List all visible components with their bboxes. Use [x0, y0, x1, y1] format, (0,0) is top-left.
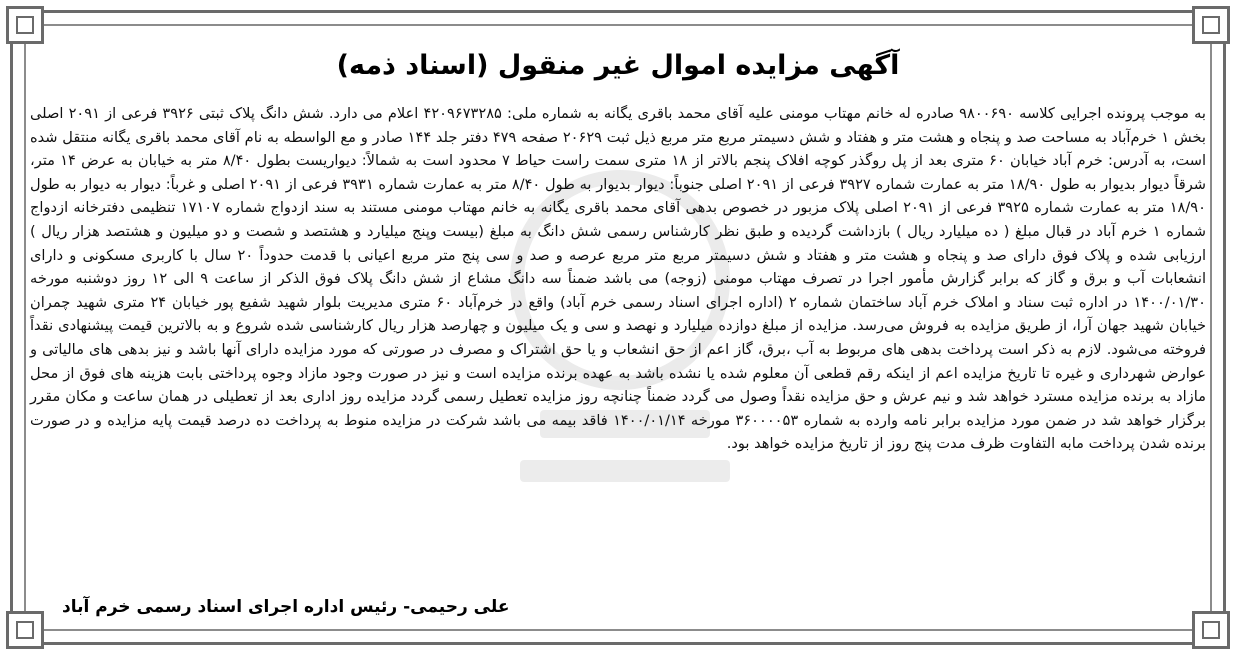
notice-signature: علی رحیمی- رئیس اداره اجرای اسناد رسمی خرم آباد	[62, 597, 510, 617]
notice-title: آگهی مزایده اموال غیر منقول (اسناد ذمه)	[336, 50, 900, 81]
corner-ornament	[1192, 611, 1230, 649]
corner-ornament	[6, 6, 44, 44]
corner-ornament	[1192, 6, 1230, 44]
corner-ornament	[6, 611, 44, 649]
notice-body: به موجب پرونده اجرایی کلاسه ۹۸۰۰۶۹۰ صادره له خانم مهتاب مومنی علیه آقای محمد باقری یگانه به شماره ملی: ۴۲۰۹۶۷۳۲۸۵ اعلام می دارد. شش دانگ پلاک ثبتی ۳۹۲۶ فرعی از ۲۰۹۱ اصلی بخش ۱ خرم‌آباد به مساحت صد و پنجاه و هشت متر و هفتاد و شش دسیمتر مربع متر مربع ذیل ثبت ۲۰۶۲۹ صفحه ۴۷۹ دفتر جلد ۱۴۴ صادر و مع الواسطه به نام آقای محمد باقری یگانه منتقل شده است، به آدرس: خرم آباد خیابان ۶۰ متری بعد از پل روگذر کوچه افلاک پنجم بالاتر از ۱۸ متری سمت راست حیاط ۷ محدود است به شمالاً: دیواریست بطول ۸/۴۰ متر به خیابان به عرض ۱۴ متر، شرقاً دیوار بدیوار به طول ۱۸/۹۰ متر به عمارت شماره ۳۹۲۷ فرعی از ۲۰۹۱ اصلی جنوباً: دیوار بدیوار به طول ۸/۴۰ متر به عمارت شماره ۳۹۳۱ فرعی از ۲۰۹۱ اصلی و غرباً: دیوار به دیوار به طول ۱۸/۹۰ متر به عمارت شماره ۳۹۲۵ فرعی از ۲۰۹۱ اصلی پلاک مزبور در خصوص بدهی آقای محمد باقری یگانه به خانم مهتاب مومنی مستند به سند ازدواج شماره ۱۷۱۰۷ تنظیمی دفترخانه ازدواج شماره ۱ خرم آباد در قبال مبلغ ( ده میلیارد ریال ) بازداشت گردیده و طبق نظر کارشناس رسمی شش دانگ به مبلغ (بیست وپنج میلیارد و هشتصد و شصت و دو میلیون و هشتصد هزار ریال ) ارزیابی شده و پلاک فوق دارای صد و پنجاه و هشت متر و هفتاد و شش دسیمتر مربع متر مربع عرصه و صد و سی پنج متر مربع اعیانی با قدمت حدوداً ۲۰ سال با کاربری مسکونی و دارای انشعابات آب و برق و گاز که برابر گزارش مأمور اجرا در تصرف مهتاب مومنی (زوجه) می باشد ضمناً سه دانگ مشاع از شش دانگ پلاک فوق الذکر از ساعت ۹ الی ۱۲ روز دوشنبه مورخه ۱۴۰۰/۰۱/۳۰ در اداره ثبت سناد و املاک خرم آباد ساختمان شماره ۲ (اداره اجرای اسناد رسمی خرم آباد) واقع در خرم‌آباد ۶۰ متری مدیریت بلوار شهید شفیع پور خیابان ۲۴ متری شهید چمران خیابان شهید جهان آرا، از طریق مزایده به فروش می‌رسد. مزایده از مبلغ دوازده میلیارد و نهصد و سی و یک میلیون و چهارصد هزار ریال کارشناسی شده شروع و به بالاترین قیمت پیشنهادی نقداً فروخته می‌شود. لازم به ذکر است پرداخت بدهی های مربوط به آب ،برق، گاز اعم از حق انشعاب و یا حق اشتراک و مصرف در صورتی که مورد مزایده دارای آنها باشد و نیز بدهی های مالیاتی و عوارض شهرداری و غیره تا تاریخ مزایده اعم از اینکه رقم قطعی آن معلوم شده یا نشده باشد به عهده برنده مزایده است و نیز در صورت وجود مازاد وجوه پرداختی بابت هزینه های فوق از محل مازاد به برنده مزایده مسترد خواهد شد و نیم عرش و حق مزایده نقداً وصول می گردد ضمناً چنانچه روز مزایده تعطیل رسمی گردد مزایده روز اداری بعد از تعطیلی در همان ساعت و مکان مقرر برگزار خواهد شد در ضمن مورد مزایده برابر نامه وارده به شماره ۳۶۰۰۰۰۵۳ مورخه ۱۴۰۰/۰۱/۱۴ فاقد بیمه می باشد شرکت در مزایده منوط به پرداخت ده درصد قیمت پایه مزایده و در صورت برنده شدن پرداخت مابه التفاوت ظرف مدت پنج روز از تاریخ مزایده خواهد بود.	[30, 105, 1207, 453]
